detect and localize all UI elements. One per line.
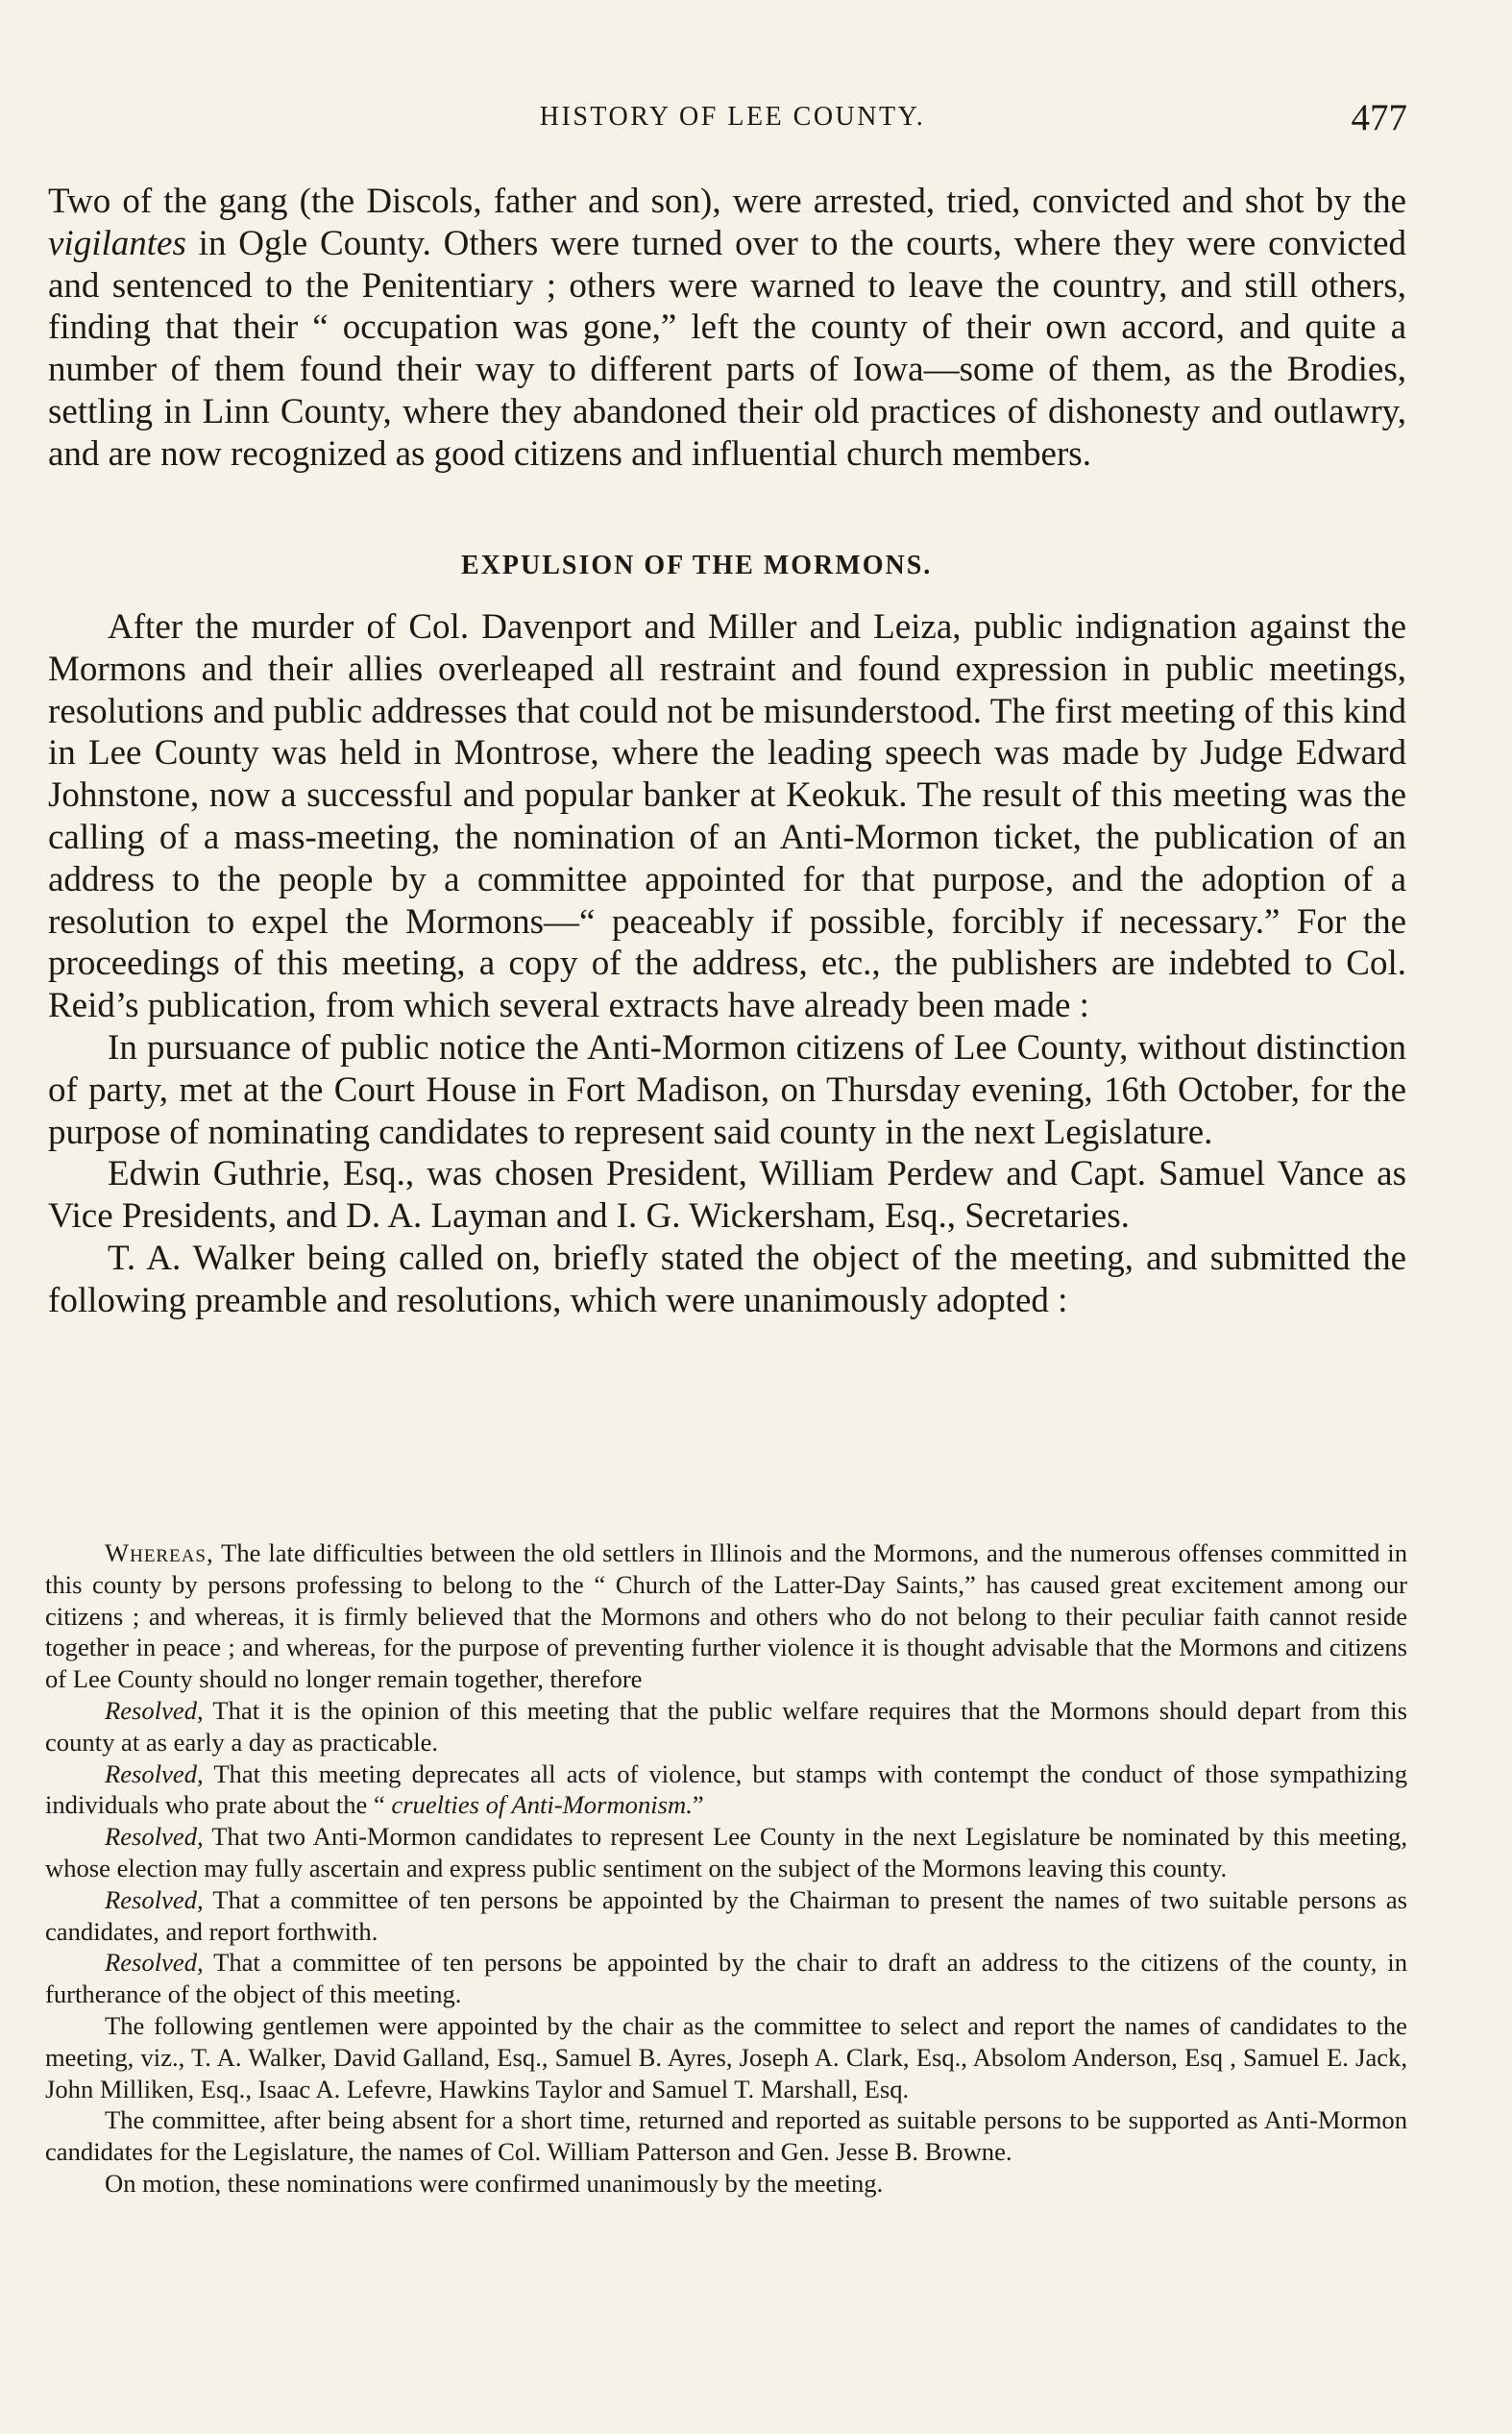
- text-run: That a committee of ten persons be appointed by the chair to draft an address to the citizens of the county, in furtherance of the object of this meeting.: [45, 1948, 1407, 2009]
- main-narrative: [48, 606, 1406, 1322]
- paragraph-public-notice: In pursuance of public notice the Anti-Mormon citizens of Lee County, without distinction of party, met at the Court House in Fort Madison, on Thursday evening, 16th October, for the purpose of nominating candidates to represent said county in the next Legislature.: [48, 1027, 1406, 1152]
- opening-paragraph: [48, 181, 1406, 476]
- resolution-3: [45, 1821, 1407, 1884]
- italic-term: cruelties of Anti-Mormonism.: [391, 1790, 693, 1820]
- running-head: [48, 96, 1417, 154]
- paragraph-gang-fate: [48, 181, 1406, 476]
- page-number: 477: [1351, 97, 1407, 138]
- meeting-minutes: [45, 1537, 1407, 2200]
- preamble: [45, 1537, 1407, 1695]
- italic-term: vigilantes: [48, 223, 186, 263]
- resolved-lead: Resolved,: [105, 1948, 204, 1978]
- paragraph-officers: Edwin Guthrie, Esq., was chosen President, William Perdew and Capt. Samuel Vance as Vice Presidents, and D. A. Layman and I. G. Wickersham, Esq., Secretaries.: [48, 1154, 1406, 1237]
- text-run: ”: [692, 1790, 704, 1820]
- resolution-1: [45, 1695, 1407, 1758]
- resolved-lead: Resolved,: [105, 1884, 204, 1914]
- text-run: That it is the opinion of this meeting that the public welfare requires that the Mormons should depart from this county at as early a day as practicable.: [45, 1695, 1407, 1757]
- text-run: That this meeting deprecates all acts of violence, but stamps with contempt the conduct of those sympathizing individuals who prate about the “: [45, 1758, 1407, 1820]
- committee-appointment: The following gentlemen were appointed by the chair as the committee to select and report the names of candidates to the meeting, viz., T. A. Walker, David Galland, Esq., Samuel B. Ayres, Joseph A. Clark, Esq., Absolom Anderson, Esq , Samuel E. Jack, John Milliken, Esq., Isaac A. Lefevre, Hawkins Taylor and Samuel T. Marshall, Esq.: [45, 2010, 1407, 2103]
- resolved-lead: Resolved,: [105, 1695, 204, 1725]
- text-run: The late difficulties between the old settlers in Illinois and the Mormons, and the numerous offenses committed in this county by persons professing to belong to the “ Church of the Latter-Day Saints,” has caused great excitement among our citizens ; and whereas, it is firmly believed that the Mormons and others who do not belong to their peculiar faith cannot reside together in peace ; and whereas, for the purpose of preventing further violence it is thought advisable that the Mormons and citizens of Lee County should no longer remain together, therefore: [45, 1538, 1407, 1694]
- text-run: That a committee of ten persons be appointed by the Chairman to present the names of two suitable persons as candidates, and report forthwith.: [45, 1884, 1407, 1946]
- motion-confirmation: On motion, these nominations were confirmed unanimously by the meeting.: [105, 2168, 884, 2198]
- committee-report: The committee, after being absent for a short time, returned and reported as suitable persons to be supported as Anti-Mormon candidates for the Legislature, the names of Col. William Patterson and Gen. Jesse B. Browne.: [45, 2105, 1407, 2167]
- running-title: HISTORY OF LEE COUNTY.: [539, 102, 926, 132]
- text-run: That two Anti-Mormon candidates to represent Lee County in the next Legislature be nominated by this meeting, whose election may fully ascertain and express public sentiment on the subject of the Mormons leaving this county.: [45, 1822, 1407, 1882]
- resolution-4: [45, 1884, 1407, 1948]
- paragraph-walker-statement: T. A. Walker being called on, briefly stated the object of the meeting, and submitted the following preamble and resolutions, which were unanimously adopted :: [48, 1238, 1406, 1320]
- resolved-lead: Resolved,: [105, 1758, 204, 1788]
- paragraph-murder-aftermath: After the murder of Col. Davenport and Miller and Leiza, public indignation against the Mormons and their allies overleaped all restraint and found expression in public meetings, resolutions and public addresses that could not be misunderstood. The first meeting of this kind in Lee County was held in Montrose, where the leading speech was made by Judge Edward Johnstone, now a successful and popular banker at Keokuk. The result of this meeting was the calling of a mass-meeting, the nomination of an Anti-Mormon ticket, the publication of an address to the people by a committee appointed for that purpose, and the adoption of a resolution to expel the Mormons—“ peaceably if possible, forcibly if necessary.” For the proceedings of this meeting, a copy of the address, etc., the publishers are indebted to Col. Reid’s publication, from which several extracts have already been made :: [48, 607, 1406, 1026]
- resolution-2: [45, 1758, 1407, 1822]
- text-run: in Ogle County. Others were turned over to the courts, where they were convicted and sentenced to the Penitentiary ; others were warned to leave the country, and still others, finding that their “ occupation was gone,” left the county of their own accord, and quite a number of them found their way to different parts of Iowa—some of them, as the Brodies, settling in Linn County, where they abandoned their old practices of dishonesty and outlawry, and are now recognized as good citizens and influential church members.: [48, 223, 1406, 474]
- whereas-lead: Whereas,: [105, 1538, 214, 1567]
- resolved-lead: Resolved,: [105, 1822, 204, 1852]
- section-heading: EXPULSION OF THE MORMONS.: [461, 551, 933, 580]
- text-run: Two of the gang (the Discols, father and son), were arrested, tried, convicted and shot by the: [48, 182, 1406, 221]
- resolution-5: [45, 1947, 1407, 2010]
